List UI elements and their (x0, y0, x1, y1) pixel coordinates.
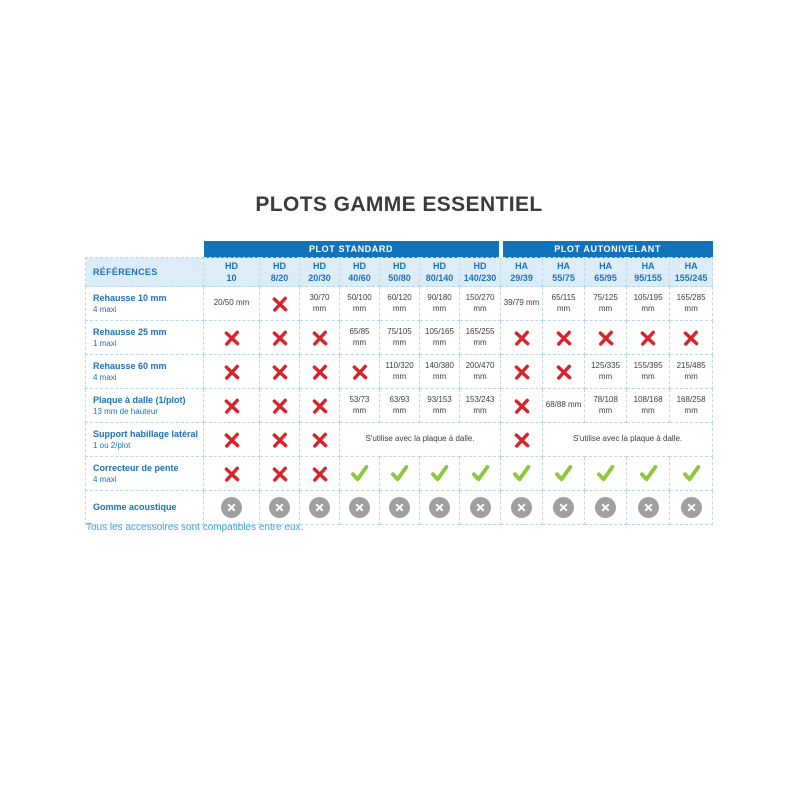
column-header-hd-40-60 (340, 258, 380, 287)
footer-note: Tous les accessoires sont compatibles entre eux. (86, 522, 304, 533)
cell-value: 105/165 mm (425, 327, 454, 347)
red-cross-icon (555, 329, 573, 347)
red-cross-icon (311, 397, 329, 415)
value-cell (501, 491, 543, 525)
cell-value: 155/395 mm (633, 361, 663, 381)
column-header-line1: HA (641, 260, 655, 271)
red-cross-icon (271, 397, 289, 415)
value-cell (627, 389, 670, 423)
row-label-correcteur-de-pente (86, 457, 204, 491)
value-cell (543, 423, 713, 457)
value-cell (501, 423, 543, 457)
row-label-rehausse-25-mm (86, 321, 204, 355)
value-cell (380, 355, 420, 389)
column-header-hd-50-80 (380, 258, 420, 287)
table-row (86, 423, 713, 457)
column-header-ha-155-245 (670, 258, 713, 287)
column-header-line1: HA (557, 260, 571, 271)
red-cross-icon (351, 363, 369, 381)
row-label-text: Correcteur de pente (93, 462, 179, 473)
column-header-ha-29-39 (501, 258, 543, 287)
gray-na-icon (429, 497, 450, 518)
cell-value: 63/93 mm (389, 395, 410, 415)
column-header-line1: HD (273, 260, 286, 271)
cell-value: 75/125 mm (593, 293, 618, 313)
cell-value: 108/168 mm (633, 395, 663, 415)
green-check-icon (471, 465, 490, 482)
cell-value: 168/258 mm (676, 395, 706, 415)
value-cell (260, 457, 300, 491)
value-cell (585, 491, 627, 525)
cell-value: 165/285 mm (676, 293, 706, 313)
column-header-hd-8-20 (260, 258, 300, 287)
column-header-line2: 65/95 (594, 273, 617, 283)
value-cell (420, 389, 460, 423)
column-header-ha-95-155 (627, 258, 670, 287)
red-cross-icon (597, 329, 615, 347)
cell-value: 125/335 mm (591, 361, 621, 381)
row-label-gomme-acoustique (86, 491, 204, 525)
red-cross-icon (223, 465, 241, 483)
cell-value: 75/105 mm (387, 327, 412, 347)
red-cross-icon (271, 431, 289, 449)
table-row (86, 287, 713, 321)
gray-na-icon (389, 497, 410, 518)
row-sublabel-text: 4 maxi (93, 372, 117, 382)
column-header-line2: 95/155 (634, 273, 662, 283)
value-cell (420, 321, 460, 355)
value-cell (204, 389, 260, 423)
row-sublabel-text: 4 maxi (93, 304, 117, 314)
value-cell (501, 287, 543, 321)
red-cross-icon (271, 295, 289, 313)
column-header-row (86, 258, 713, 287)
white-cross-icon (315, 503, 324, 512)
column-header-line2: 80/140 (425, 273, 454, 283)
value-cell (300, 423, 340, 457)
row-label-text: Gomme acoustique (93, 502, 177, 513)
value-cell (420, 287, 460, 321)
value-cell (670, 389, 713, 423)
value-cell (460, 287, 501, 321)
value-cell (204, 287, 260, 321)
column-header-line2: 10 (226, 273, 237, 283)
group-header-plot-autonivelant: PLOT AUTONIVELANT (501, 241, 713, 258)
white-cross-icon (435, 503, 444, 512)
cell-value: 165/255 mm (465, 327, 495, 347)
white-cross-icon (395, 503, 404, 512)
column-header-line2: 40/60 (348, 273, 371, 283)
value-cell (585, 457, 627, 491)
gray-na-icon (595, 497, 616, 518)
value-cell (627, 457, 670, 491)
value-cell (340, 423, 501, 457)
value-cell (204, 491, 260, 525)
gray-na-icon (309, 497, 330, 518)
value-cell (585, 389, 627, 423)
white-cross-icon (687, 503, 696, 512)
row-sublabel-text: 13 mm de hauteur (93, 406, 158, 416)
value-cell (501, 389, 543, 423)
row-label-text: Support habillage latéral (93, 428, 199, 439)
row-label-text: Plaque à dalle (1/plot) (93, 394, 186, 405)
column-header-hd-80-140 (420, 258, 460, 287)
value-cell (204, 457, 260, 491)
table-row (86, 491, 713, 525)
value-cell (543, 321, 585, 355)
value-cell (380, 287, 420, 321)
gray-na-icon (269, 497, 290, 518)
cell-value: 93/153 mm (427, 395, 452, 415)
value-cell (670, 491, 713, 525)
value-cell (300, 389, 340, 423)
row-label-rehausse-10-mm (86, 287, 204, 321)
cell-value: 53/73 mm (349, 395, 370, 415)
column-header-hd-10 (204, 258, 260, 287)
value-cell (543, 287, 585, 321)
value-cell (670, 457, 713, 491)
red-cross-icon (513, 363, 531, 381)
row-sublabel-text: 1 maxi (93, 338, 117, 348)
value-cell (627, 491, 670, 525)
column-header-line2: 55/75 (552, 273, 575, 283)
cell-value: 90/180 mm (427, 293, 452, 313)
cell-value: 65/115 mm (551, 293, 576, 313)
page-title: PLOTS GAMME ESSENTIEL (255, 193, 543, 216)
column-header-hd-20-30 (300, 258, 340, 287)
white-cross-icon (559, 503, 568, 512)
value-cell (204, 423, 260, 457)
red-cross-icon (271, 329, 289, 347)
value-cell (380, 321, 420, 355)
spec-table (85, 241, 713, 525)
value-cell (670, 321, 713, 355)
red-cross-icon (513, 431, 531, 449)
green-check-icon (639, 465, 658, 482)
value-cell (460, 491, 501, 525)
column-header-line1: HA (599, 260, 613, 271)
value-cell (585, 287, 627, 321)
red-cross-icon (311, 465, 329, 483)
cell-value: 140/380 mm (425, 361, 454, 381)
table-row (86, 389, 713, 423)
green-check-icon (596, 465, 615, 482)
column-header-ha-55-75 (543, 258, 585, 287)
column-header-line2: 20/30 (308, 273, 331, 283)
white-cross-icon (355, 503, 364, 512)
value-cell (501, 457, 543, 491)
value-cell (340, 389, 380, 423)
cell-value: S'utilise avec la plaque à dalle. (365, 434, 475, 444)
value-cell (204, 355, 260, 389)
value-cell (380, 389, 420, 423)
column-header-line1: HA (515, 260, 529, 271)
value-cell (340, 355, 380, 389)
value-cell (300, 321, 340, 355)
red-cross-icon (271, 465, 289, 483)
gray-na-icon (511, 497, 532, 518)
value-cell (260, 389, 300, 423)
white-cross-icon (601, 503, 610, 512)
value-cell (300, 491, 340, 525)
value-cell (627, 287, 670, 321)
row-label-text: Rehausse 10 mm (93, 292, 167, 303)
value-cell (460, 321, 501, 355)
cell-value: 65/85 mm (349, 327, 370, 347)
green-check-icon (350, 465, 369, 482)
red-cross-icon (311, 363, 329, 381)
red-cross-icon (223, 397, 241, 415)
row-label-support-habillage-lat-ral (86, 423, 204, 457)
cell-value: 153/243 mm (465, 395, 495, 415)
gray-na-icon (221, 497, 242, 518)
white-cross-icon (275, 503, 284, 512)
gray-na-icon (349, 497, 370, 518)
cell-value: S'utilise avec la plaque à dalle. (573, 434, 683, 444)
table-row (86, 321, 713, 355)
white-cross-icon (227, 503, 236, 512)
table-corner-spacer (86, 241, 204, 258)
value-cell (300, 457, 340, 491)
cell-value: 200/470 mm (465, 361, 495, 381)
row-label-rehausse-60-mm (86, 355, 204, 389)
green-check-icon (430, 465, 449, 482)
value-cell (380, 491, 420, 525)
cell-value: 68/88 mm (545, 400, 582, 410)
value-cell (300, 287, 340, 321)
white-cross-icon (476, 503, 485, 512)
column-header-line1: HA (684, 260, 698, 271)
row-label-plaque-dalle-1-plot (86, 389, 204, 423)
value-cell (260, 287, 300, 321)
green-check-icon (554, 465, 573, 482)
red-cross-icon (223, 363, 241, 381)
gray-na-icon (470, 497, 491, 518)
white-cross-icon (644, 503, 653, 512)
value-cell (340, 321, 380, 355)
column-header-ha-65-95 (585, 258, 627, 287)
red-cross-icon (555, 363, 573, 381)
value-cell (260, 423, 300, 457)
value-cell (260, 321, 300, 355)
value-cell (204, 321, 260, 355)
green-check-icon (512, 465, 531, 482)
gray-na-icon (553, 497, 574, 518)
value-cell (340, 457, 380, 491)
column-header-line1: HD (353, 260, 366, 271)
cell-value: 60/120 mm (387, 293, 412, 313)
value-cell (380, 457, 420, 491)
green-check-icon (390, 465, 409, 482)
row-sublabel-text: 1 ou 2/plot (93, 440, 131, 450)
value-cell (460, 355, 501, 389)
value-cell (420, 491, 460, 525)
value-cell (670, 287, 713, 321)
value-cell (420, 355, 460, 389)
value-cell (543, 355, 585, 389)
cell-value: 150/270 mm (465, 293, 495, 313)
cell-value: 110/320 mm (385, 361, 414, 381)
value-cell (585, 355, 627, 389)
cell-value: 20/50 mm (213, 298, 250, 308)
column-header-line1: HD (313, 260, 326, 271)
value-cell (501, 355, 543, 389)
value-cell (460, 389, 501, 423)
column-header-line2: 29/39 (510, 273, 533, 283)
red-cross-icon (223, 329, 241, 347)
value-cell (260, 491, 300, 525)
group-header-row (86, 241, 713, 258)
column-header-line1: HD (473, 260, 487, 271)
red-cross-icon (311, 431, 329, 449)
cell-value: 78/108 mm (593, 395, 618, 415)
red-cross-icon (311, 329, 329, 347)
row-label-text: Rehausse 25 mm (93, 326, 167, 337)
value-cell (260, 355, 300, 389)
value-cell (627, 355, 670, 389)
value-cell (340, 287, 380, 321)
value-cell (670, 355, 713, 389)
column-header-line2: 50/80 (388, 273, 411, 283)
red-cross-icon (682, 329, 700, 347)
cell-value: 215/485 mm (676, 361, 706, 381)
red-cross-icon (513, 397, 531, 415)
gray-na-icon (638, 497, 659, 518)
column-header-line2: 140/230 (463, 273, 497, 283)
value-cell (300, 355, 340, 389)
column-header-line1: HD (393, 260, 406, 271)
column-header-line1: HD (433, 260, 446, 271)
value-cell (627, 321, 670, 355)
table-row (86, 355, 713, 389)
white-cross-icon (517, 503, 526, 512)
group-header-plot-standard: PLOT STANDARD (204, 241, 501, 258)
value-cell (543, 389, 585, 423)
table-row (86, 457, 713, 491)
column-header-line1: HD (225, 260, 238, 271)
cell-value: 105/195 mm (633, 293, 663, 313)
cell-value: 30/70 mm (309, 293, 330, 313)
value-cell (501, 321, 543, 355)
references-header: RÉFÉRENCES (86, 258, 204, 287)
red-cross-icon (223, 431, 241, 449)
column-header-line2: 8/20 (270, 273, 289, 283)
value-cell (340, 491, 380, 525)
cell-value: 39/79 mm (503, 298, 540, 308)
gray-na-icon (681, 497, 702, 518)
column-header-line2: 155/245 (674, 273, 708, 283)
value-cell (543, 457, 585, 491)
value-cell (585, 321, 627, 355)
row-sublabel-text: 4 maxi (93, 474, 117, 484)
red-cross-icon (271, 363, 289, 381)
value-cell (420, 457, 460, 491)
red-cross-icon (639, 329, 657, 347)
cell-value: 50/100 mm (347, 293, 372, 313)
green-check-icon (682, 465, 701, 482)
value-cell (460, 457, 501, 491)
value-cell (543, 491, 585, 525)
column-header-hd-140-230 (460, 258, 501, 287)
red-cross-icon (513, 329, 531, 347)
row-label-text: Rehausse 60 mm (93, 360, 167, 371)
